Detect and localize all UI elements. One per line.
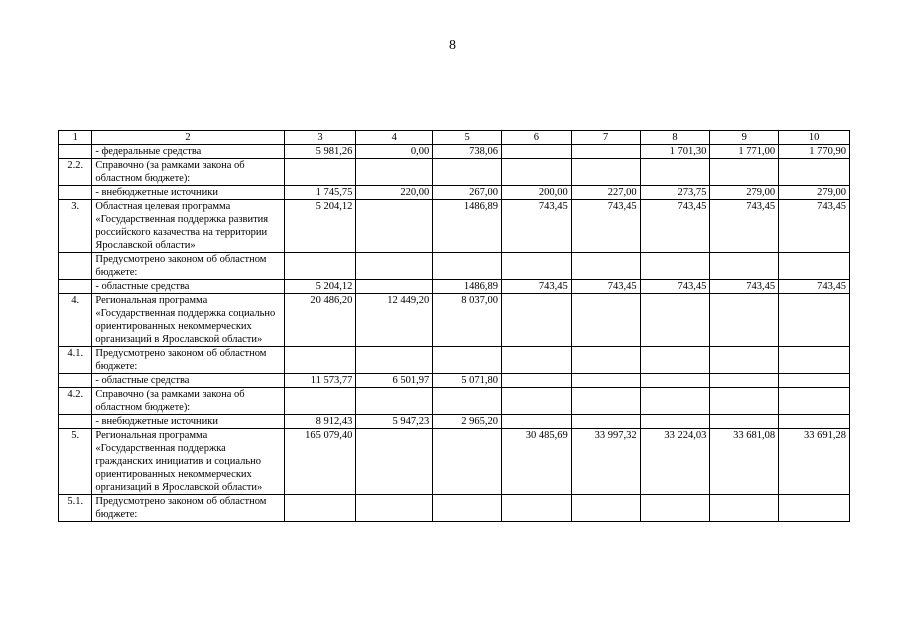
table-row (59, 159, 850, 186)
value-cell (571, 415, 640, 429)
row-number: 2.2. (59, 159, 92, 186)
value-cell (571, 388, 640, 415)
value-cell: 11 573,77 (284, 374, 356, 388)
table-row (59, 429, 850, 495)
value-cell (356, 280, 433, 294)
value-cell: 1486,89 (433, 200, 502, 253)
row-number (59, 186, 92, 200)
row-name: Справочно (за рамками закона об областном бюджете): (92, 388, 284, 415)
value-cell (710, 159, 779, 186)
value-cell (571, 374, 640, 388)
row-name: Региональная программа «Государственная поддержка социально ориентированных некоммерческих организаций в Ярославской области» (92, 294, 284, 347)
value-cell (779, 159, 850, 186)
value-cell (640, 495, 710, 522)
value-cell: 743,45 (640, 280, 710, 294)
row-name: - внебюджетные источники (92, 415, 284, 429)
value-cell: 165 079,40 (284, 429, 356, 495)
value-cell: 5 204,12 (284, 200, 356, 253)
page-number: 8 (449, 38, 456, 53)
value-cell: 20 486,20 (284, 294, 356, 347)
value-cell (779, 495, 850, 522)
value-cell (710, 415, 779, 429)
value-cell: 743,45 (779, 200, 850, 253)
value-cell (710, 347, 779, 374)
value-cell (502, 388, 572, 415)
value-cell: 0,00 (356, 145, 433, 159)
value-cell: 12 449,20 (356, 294, 433, 347)
value-cell: 1 771,00 (710, 145, 779, 159)
column-header: 10 (779, 131, 850, 145)
table-row (59, 415, 850, 429)
row-number: 4. (59, 294, 92, 347)
row-number (59, 145, 92, 159)
row-number (59, 253, 92, 280)
row-name: Предусмотрено законом об областном бюджете: (92, 495, 284, 522)
value-cell: 8 037,00 (433, 294, 502, 347)
row-number (59, 280, 92, 294)
column-header: 8 (640, 131, 710, 145)
value-cell (356, 159, 433, 186)
value-cell (710, 495, 779, 522)
table-row (59, 347, 850, 374)
value-cell: 743,45 (571, 200, 640, 253)
value-cell (502, 347, 572, 374)
budget-table (58, 130, 850, 522)
row-name: Предусмотрено законом об областном бюджете: (92, 347, 284, 374)
table-row (59, 186, 850, 200)
value-cell (779, 374, 850, 388)
value-cell: 8 912,43 (284, 415, 356, 429)
value-cell (640, 388, 710, 415)
value-cell (571, 253, 640, 280)
column-header: 3 (284, 131, 356, 145)
value-cell (502, 374, 572, 388)
value-cell: 5 947,23 (356, 415, 433, 429)
table-row (59, 294, 850, 347)
value-cell: 33 681,08 (710, 429, 779, 495)
table-row (59, 388, 850, 415)
value-cell: 743,45 (571, 280, 640, 294)
value-cell (710, 253, 779, 280)
value-cell: 279,00 (779, 186, 850, 200)
value-cell: 220,00 (356, 186, 433, 200)
value-cell: 2 965,20 (433, 415, 502, 429)
value-cell (284, 495, 356, 522)
table-row (59, 280, 850, 294)
column-header: 4 (356, 131, 433, 145)
value-cell: 738,06 (433, 145, 502, 159)
row-name: Региональная программа «Государственная поддержка гражданских инициатив и социально ориентированных некоммерческих организаций в Ярославской области» (92, 429, 284, 495)
value-cell: 273,75 (640, 186, 710, 200)
value-cell (571, 495, 640, 522)
value-cell: 5 981,26 (284, 145, 356, 159)
column-header: 7 (571, 131, 640, 145)
value-cell (571, 294, 640, 347)
value-cell (433, 347, 502, 374)
value-cell (433, 429, 502, 495)
value-cell (571, 145, 640, 159)
row-number: 5. (59, 429, 92, 495)
value-cell (284, 347, 356, 374)
value-cell (356, 429, 433, 495)
row-name: Предусмотрено законом об областном бюджете: (92, 253, 284, 280)
value-cell (284, 253, 356, 280)
column-header: 5 (433, 131, 502, 145)
value-cell (640, 294, 710, 347)
value-cell (433, 388, 502, 415)
column-header: 2 (92, 131, 284, 145)
value-cell (710, 294, 779, 347)
row-name: Справочно (за рамками закона об областном бюджете): (92, 159, 284, 186)
row-name: - областные средства (92, 374, 284, 388)
column-header: 6 (502, 131, 572, 145)
value-cell: 200,00 (502, 186, 572, 200)
row-number: 5.1. (59, 495, 92, 522)
value-cell (356, 253, 433, 280)
value-cell: 279,00 (710, 186, 779, 200)
value-cell (640, 415, 710, 429)
value-cell (284, 159, 356, 186)
value-cell: 5 204,12 (284, 280, 356, 294)
value-cell (640, 159, 710, 186)
value-cell: 1 701,30 (640, 145, 710, 159)
value-cell (779, 253, 850, 280)
row-number (59, 415, 92, 429)
value-cell (779, 388, 850, 415)
value-cell (502, 415, 572, 429)
row-name: - федеральные средства (92, 145, 284, 159)
value-cell: 1486,89 (433, 280, 502, 294)
value-cell: 743,45 (502, 280, 572, 294)
value-cell (571, 159, 640, 186)
header-row (59, 131, 850, 145)
row-name: Областная целевая программа «Государственная поддержка развития российского казачества на территории Ярославской области» (92, 200, 284, 253)
table-row (59, 145, 850, 159)
value-cell: 743,45 (502, 200, 572, 253)
row-name: - областные средства (92, 280, 284, 294)
value-cell (356, 200, 433, 253)
table-row (59, 200, 850, 253)
value-cell (779, 294, 850, 347)
column-header: 1 (59, 131, 92, 145)
value-cell (710, 374, 779, 388)
value-cell: 5 071,80 (433, 374, 502, 388)
value-cell (640, 374, 710, 388)
value-cell (502, 495, 572, 522)
value-cell: 743,45 (640, 200, 710, 253)
row-number: 4.1. (59, 347, 92, 374)
value-cell: 30 485,69 (502, 429, 572, 495)
value-cell (433, 159, 502, 186)
row-number (59, 374, 92, 388)
value-cell (433, 253, 502, 280)
row-name: - внебюджетные источники (92, 186, 284, 200)
value-cell: 743,45 (710, 280, 779, 294)
value-cell: 743,45 (779, 280, 850, 294)
value-cell (356, 347, 433, 374)
value-cell: 743,45 (710, 200, 779, 253)
value-cell: 33 224,03 (640, 429, 710, 495)
value-cell: 33 997,32 (571, 429, 640, 495)
value-cell (502, 253, 572, 280)
column-header: 9 (710, 131, 779, 145)
value-cell (640, 347, 710, 374)
value-cell: 1 745,75 (284, 186, 356, 200)
value-cell (640, 253, 710, 280)
row-number: 3. (59, 200, 92, 253)
value-cell: 227,00 (571, 186, 640, 200)
value-cell (779, 347, 850, 374)
value-cell (571, 347, 640, 374)
table-row (59, 495, 850, 522)
value-cell (356, 388, 433, 415)
row-number: 4.2. (59, 388, 92, 415)
table-row (59, 374, 850, 388)
value-cell (356, 495, 433, 522)
value-cell (433, 495, 502, 522)
value-cell (710, 388, 779, 415)
value-cell: 1 770,90 (779, 145, 850, 159)
value-cell: 267,00 (433, 186, 502, 200)
value-cell (502, 145, 572, 159)
table-row (59, 253, 850, 280)
value-cell: 33 691,28 (779, 429, 850, 495)
value-cell (284, 388, 356, 415)
value-cell (502, 159, 572, 186)
value-cell (779, 415, 850, 429)
value-cell: 6 501,97 (356, 374, 433, 388)
value-cell (502, 294, 572, 347)
